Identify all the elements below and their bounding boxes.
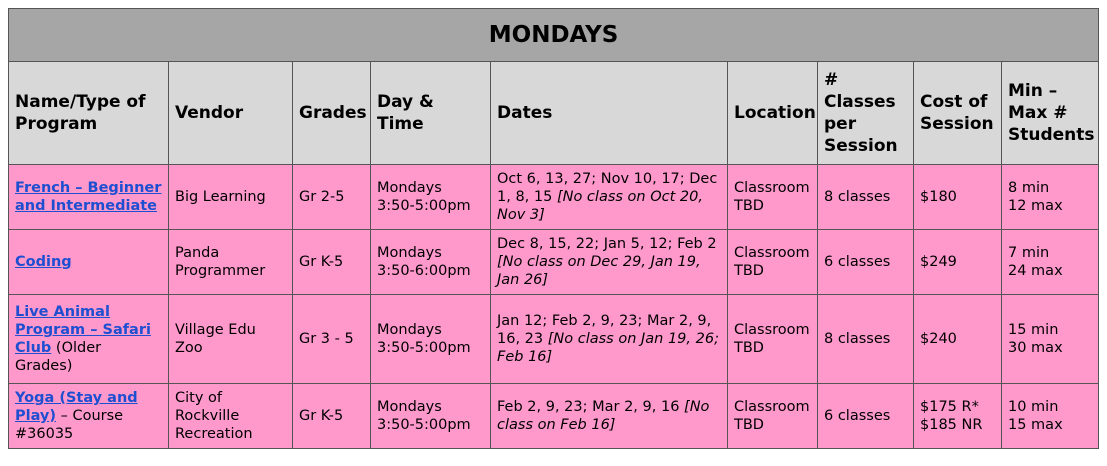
dates-text: Dec 8, 15, 22; Jan 5, 12; Feb 2 <box>497 236 717 252</box>
location-cell <box>728 384 818 449</box>
dates-note: [No class on Jan 19, 26; Feb 16] <box>497 331 719 365</box>
cost-cell <box>914 230 1002 295</box>
max-students: 30 max <box>1008 340 1063 356</box>
table-row <box>9 384 1099 449</box>
day-time-cell <box>371 230 491 295</box>
vendor-cell: Big Learning <box>169 165 293 230</box>
time-text: 3:50-5:00pm <box>377 417 471 433</box>
cost-line: $175 R* <box>920 399 979 415</box>
classes-cell: 8 classes <box>818 165 914 230</box>
program-link[interactable]: Yoga (Stay and Play) <box>15 390 138 424</box>
dates-text: Oct 6, 13, 27; Nov 10, 17; Dec 1, 8, 15 <box>497 171 718 205</box>
classes-cell: 6 classes <box>818 384 914 449</box>
grades-cell: Gr K-5 <box>293 230 371 295</box>
location-line: TBD <box>734 417 764 433</box>
location-cell <box>728 295 818 384</box>
dates-note: [No class on Feb 16] <box>497 399 710 433</box>
header-row <box>9 62 1099 165</box>
min-students: 10 min <box>1008 399 1059 415</box>
grades-cell: Gr 2-5 <box>293 165 371 230</box>
cost-cell <box>914 295 1002 384</box>
grades-cell: Gr 3 - 5 <box>293 295 371 384</box>
day-time-cell <box>371 295 491 384</box>
time-text: 3:50-5:00pm <box>377 198 471 214</box>
day-text: Mondays <box>377 180 442 196</box>
min-students: 8 min <box>1008 180 1050 196</box>
day-time-cell <box>371 165 491 230</box>
day-text: Mondays <box>377 322 442 338</box>
min-students: 15 min <box>1008 322 1059 338</box>
dates-text: Feb 2, 9, 23; Mar 2, 9, 16 <box>497 399 685 415</box>
schedule-table <box>8 8 1099 449</box>
max-students: 12 max <box>1008 198 1063 214</box>
students-cell <box>1002 165 1099 230</box>
location-line: Classroom <box>734 322 810 338</box>
table-row <box>9 230 1099 295</box>
program-extra: – Course #36035 <box>15 408 124 442</box>
header-students: Min – Max # Students <box>1002 62 1099 165</box>
cost-line: $180 <box>920 189 957 205</box>
header-grades: Grades <box>293 62 371 165</box>
time-text: 3:50-6:00pm <box>377 263 471 279</box>
dates-cell <box>491 384 728 449</box>
cost-line: $185 NR <box>920 417 983 433</box>
dates-note: [No class on Dec 29, Jan 19, Jan 26] <box>497 254 701 288</box>
day-time-cell <box>371 384 491 449</box>
cost-cell <box>914 384 1002 449</box>
header-name: Name/Type of Program <box>9 62 169 165</box>
dates-cell <box>491 230 728 295</box>
location-line: TBD <box>734 340 764 356</box>
cost-cell <box>914 165 1002 230</box>
header-dates: Dates <box>491 62 728 165</box>
location-cell <box>728 165 818 230</box>
title-row <box>9 9 1099 62</box>
table-row <box>9 165 1099 230</box>
vendor-cell: Panda Programmer <box>169 230 293 295</box>
header-location: Location <box>728 62 818 165</box>
min-students: 7 min <box>1008 245 1050 261</box>
day-text: Mondays <box>377 399 442 415</box>
program-name-cell <box>9 165 169 230</box>
classes-cell: 6 classes <box>818 230 914 295</box>
header-cost: Cost of Session <box>914 62 1002 165</box>
program-extra: (Older Grades) <box>15 340 102 374</box>
location-line: TBD <box>734 263 764 279</box>
time-text: 3:50-5:00pm <box>377 340 471 356</box>
header-vendor: Vendor <box>169 62 293 165</box>
vendor-cell: Village Edu Zoo <box>169 295 293 384</box>
program-name-cell <box>9 230 169 295</box>
grades-cell: Gr K-5 <box>293 384 371 449</box>
program-name-cell <box>9 384 169 449</box>
location-line: TBD <box>734 198 764 214</box>
dates-text: Jan 12; Feb 2, 9, 23; Mar 2, 9, 16, 23 <box>497 313 712 347</box>
program-link[interactable]: Coding <box>15 254 72 270</box>
location-cell <box>728 230 818 295</box>
students-cell <box>1002 384 1099 449</box>
students-cell <box>1002 230 1099 295</box>
classes-cell: 8 classes <box>818 295 914 384</box>
cost-line: $240 <box>920 331 957 347</box>
location-line: Classroom <box>734 245 810 261</box>
mondays-schedule <box>8 8 1098 449</box>
max-students: 24 max <box>1008 263 1063 279</box>
max-students: 15 max <box>1008 417 1063 433</box>
cost-line: $249 <box>920 254 957 270</box>
table-title: MONDAYS <box>9 9 1099 62</box>
program-link[interactable]: Live Animal Program – Safari Club <box>15 304 151 356</box>
day-text: Mondays <box>377 245 442 261</box>
program-link[interactable]: French – Beginner and Intermediate <box>15 180 162 214</box>
program-name-cell <box>9 295 169 384</box>
dates-note: [No class on Oct 20, Nov 3] <box>497 189 703 223</box>
header-day-time: Day & Time <box>371 62 491 165</box>
location-line: Classroom <box>734 399 810 415</box>
header-classes: # Classes per Session <box>818 62 914 165</box>
dates-cell <box>491 295 728 384</box>
dates-cell <box>491 165 728 230</box>
location-line: Classroom <box>734 180 810 196</box>
table-row <box>9 295 1099 384</box>
students-cell <box>1002 295 1099 384</box>
vendor-cell: City of Rockville Recreation <box>169 384 293 449</box>
